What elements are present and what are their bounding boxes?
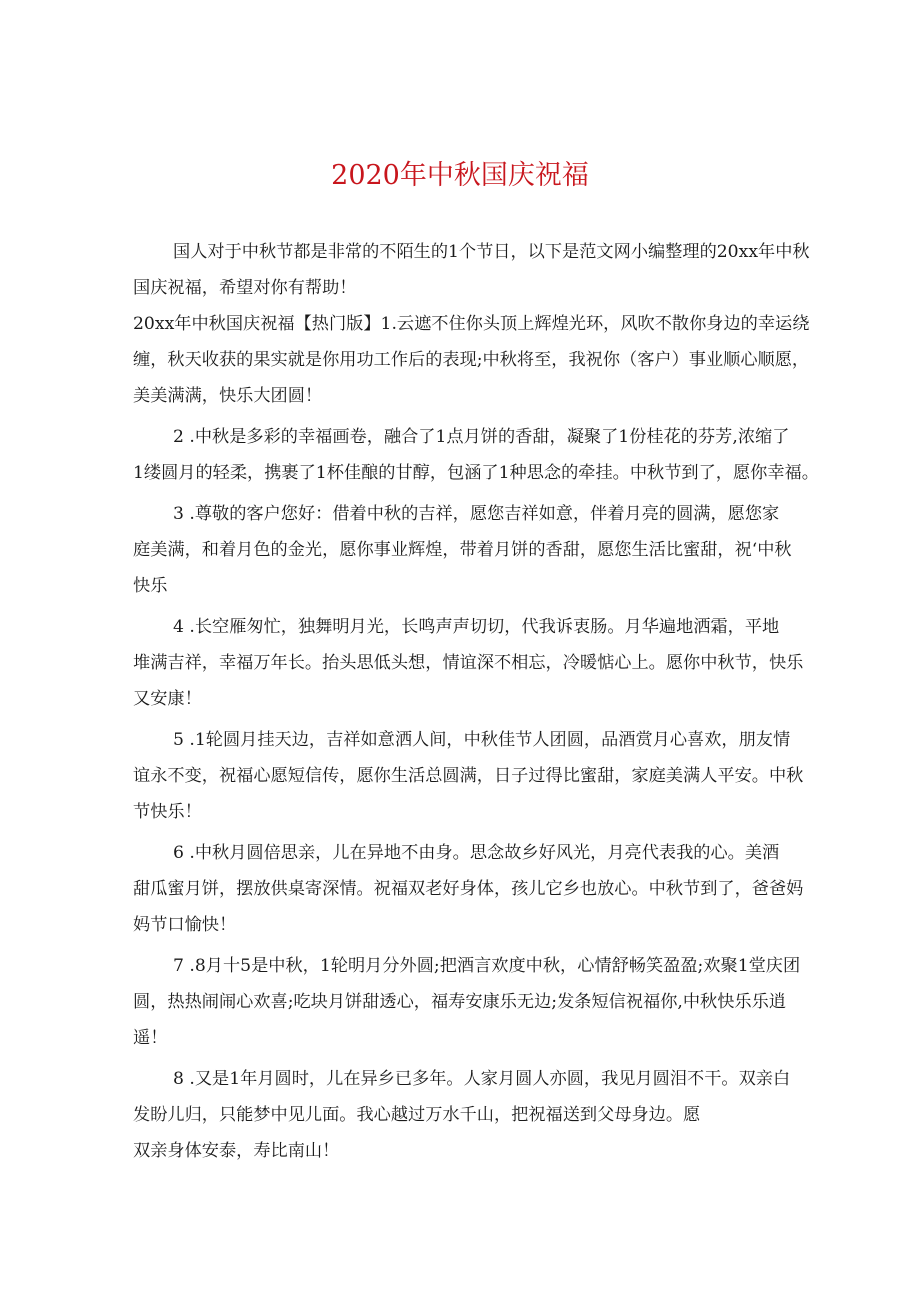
section-line: 美美满满，快乐大团圆！ (133, 386, 323, 406)
document-body (133, 234, 819, 1169)
wish-item (133, 419, 819, 491)
wish-line: 妈节口愉快！ (133, 915, 237, 935)
page-title: 2020年中秋国庆祝福 (331, 160, 589, 191)
wish-line: 7 .8月十5是中秋，1轮明月分外圆;把酒言欢度中秋，心情舒畅笑盈盈;欢聚1堂庆团 (173, 956, 801, 976)
wish-line: 遥！ (133, 1028, 168, 1048)
wish-line: 4 .长空雁匆忙，独舞明月光，长鸣声声切切，代我诉衷肠。月华遍地洒霜，平地 (173, 617, 780, 637)
wish-item (133, 609, 804, 717)
wish-line: 堆满吉祥，幸福万年长。抬头思低头想，情谊深不相忘，冷暖惦心上。愿你中秋节，快乐 (133, 653, 804, 673)
wish-item (133, 722, 804, 830)
wish-item (133, 948, 801, 1056)
wish-line: 5 .1轮圆月挂天边，吉祥如意洒人间，中秋佳节人团圆，品酒赏月心喜欢，朋友情 (173, 730, 791, 750)
wish-line: 节快乐！ (133, 802, 202, 822)
wish-item (133, 835, 804, 943)
section-paragraph (133, 306, 810, 414)
wish-line: 圆，热热闹闹心欢喜;吃块月饼甜透心，福寿安康乐无边;发条短信祝福你,中秋快乐乐逍 (133, 992, 786, 1012)
wish-line: 甜瓜蜜月饼，摆放供桌寄深情。祝福双老好身体，孩儿它乡也放心。中秋节到了，爸爸妈 (133, 879, 804, 899)
wish-line: 谊永不变，祝福心愿短信传，愿你生活总圆满，日子过得比蜜甜，家庭美满人平安。中秋 (133, 766, 804, 786)
wish-line: 双亲身体安泰，寿比南山！ (133, 1141, 340, 1161)
wish-line: 发盼儿归，只能梦中见儿面。我心越过万水千山，把祝福送到父母身边。愿 (133, 1105, 701, 1125)
wish-line: 1缕圆月的轻柔，携裹了1杯佳酿的甘醇，包涵了1种思念的牵挂。中秋节到了，愿你幸福。 (133, 463, 819, 483)
wish-item (133, 1061, 793, 1169)
intro-line: 国庆祝福，希望对你有帮助！ (133, 278, 357, 298)
wish-line: 快乐 (133, 576, 168, 596)
wish-line: 庭美满，和着月色的金光，愿你事业辉煌，带着月饼的香甜，愿您生活比蜜甜，祝‘中秋 (133, 540, 792, 560)
wish-line: 6 .中秋月圆倍思亲，儿在异地不由身。思念故乡好风光，月亮代表我的心。美酒 (173, 843, 780, 863)
section-line: 缠，秋天收获的果实就是你用功工作后的表现;中秋将至，我祝你（客户）事业顺心顺愿， (133, 350, 810, 370)
section-line: 20xx年中秋国庆祝福【热门版】1.云遮不住你头顶上辉煌光环，风吹不散你身边的幸运绕 (133, 314, 810, 334)
wish-line: 8 .又是1年月圆时，儿在异乡已多年。人家月圆人亦圆，我见月圆泪不干。双亲白 (173, 1069, 791, 1089)
wish-line: 2 .中秋是多彩的幸福画卷，融合了1点月饼的香甜，凝聚了1份桂花的芬芳,浓缩了 (173, 427, 790, 447)
wish-line: 又安康！ (133, 689, 202, 709)
intro-paragraph (133, 234, 810, 306)
wish-item (133, 496, 793, 604)
wish-line: 3 .尊敬的客户您好：借着中秋的吉祥，愿您吉祥如意，伴着月亮的圆满，愿您家 (173, 504, 780, 524)
intro-line: 国人对于中秋节都是非常的不陌生的1个节日，以下是范文网小编整理的20xx年中秋 (173, 242, 810, 262)
